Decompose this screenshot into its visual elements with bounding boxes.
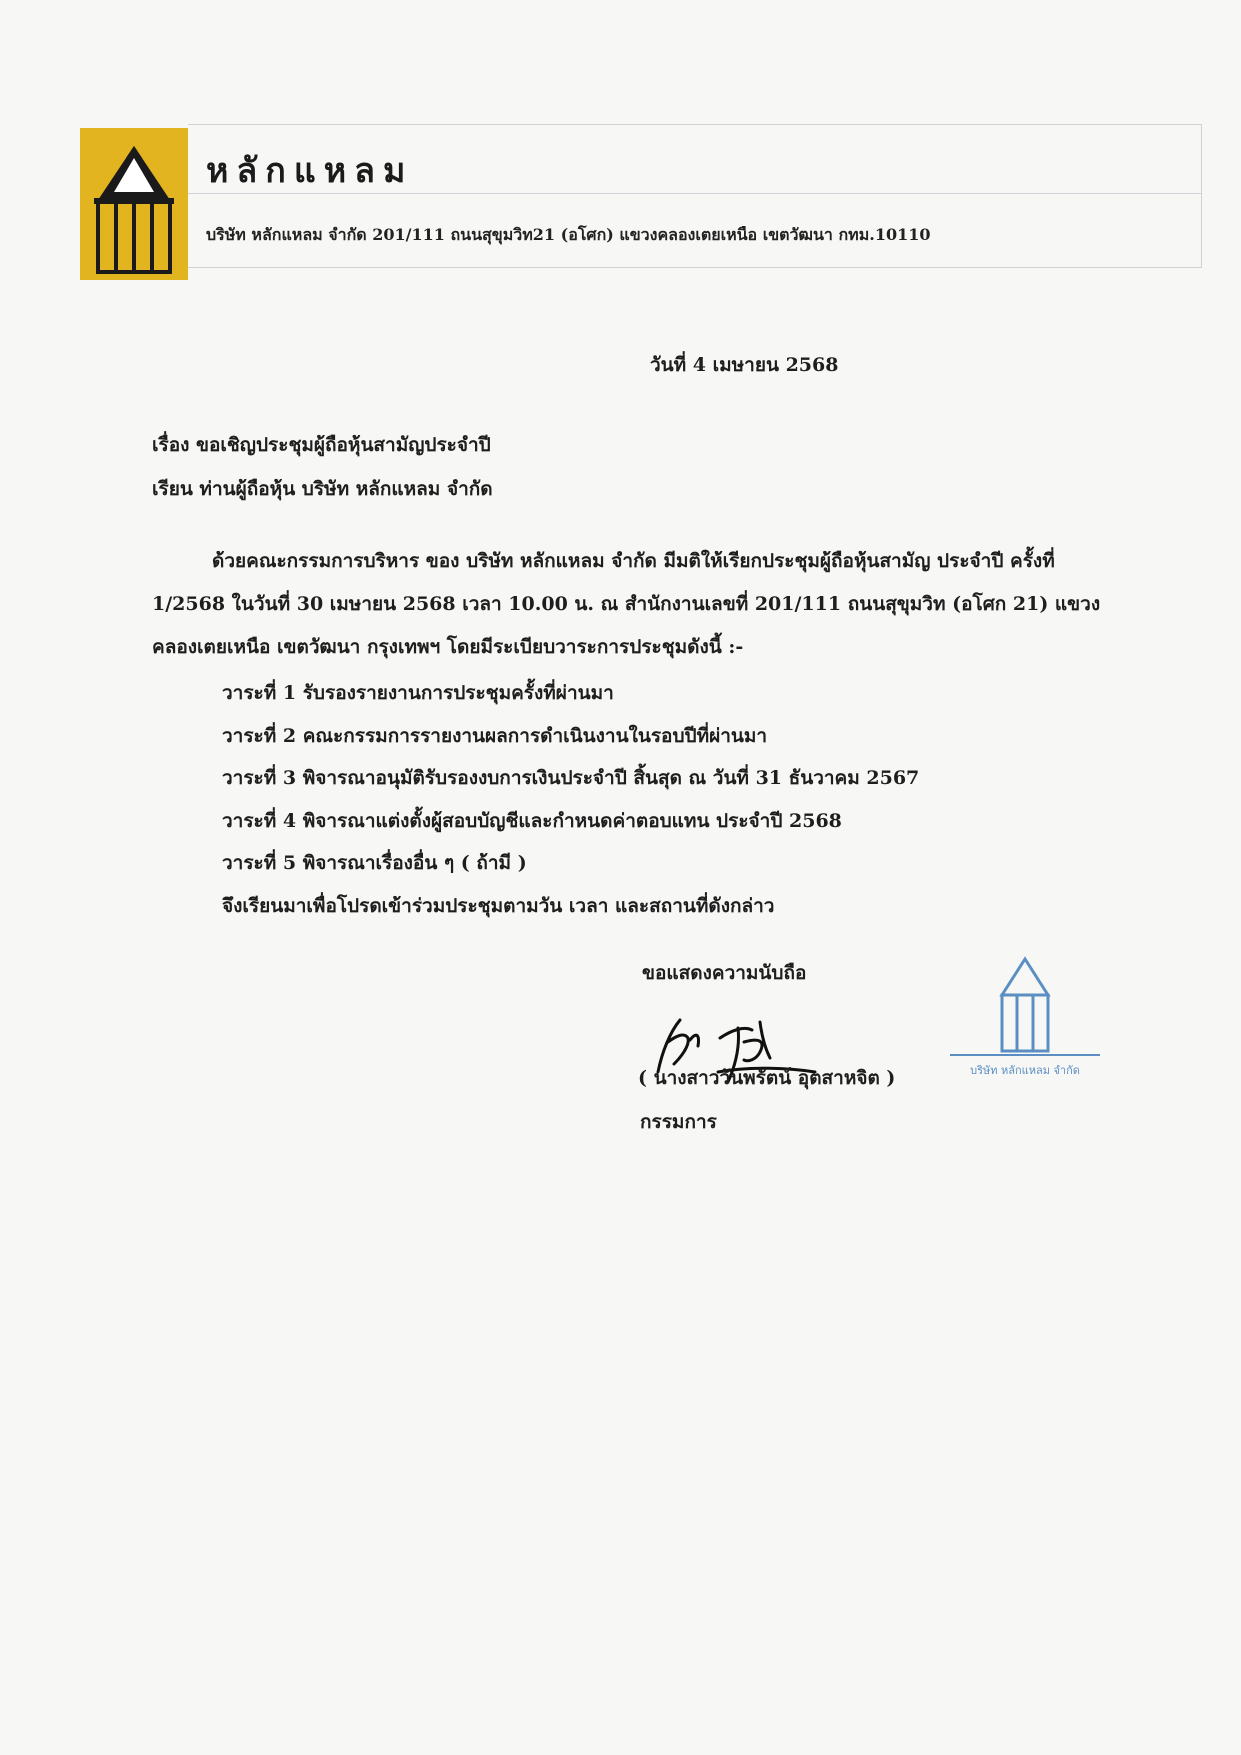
letter-subject: เรื่อง ขอเชิญประชุมผู้ถือหุ้นสามัญประจำปี	[152, 434, 491, 456]
company-name: หลักแหลม	[206, 151, 414, 191]
company-stamp	[950, 955, 1100, 1075]
letter-recipient: เรียน ท่านผู้ถือหุ้น บริษัท หลักแหลม จำกัด	[152, 478, 493, 500]
agenda-item-2: วาระที่ 2 คณะกรรมการรายงานผลการดำเนินงานในรอบปีที่ผ่านมา	[222, 724, 768, 747]
signer-title: กรรมการ	[640, 1111, 717, 1133]
company-address: บริษัท หลักแหลม จำกัด 201/111 ถนนสุขุมวิท21 (อโศก) แขวงคลองเตยเหนือ เขตวัฒนา กทม.10110	[206, 225, 931, 244]
stamp-text: บริษัท หลักแหลม จำกัด	[970, 1064, 1080, 1077]
agenda-list	[222, 672, 919, 927]
closing-salutation: ขอแสดงความนับถือ	[642, 962, 807, 984]
agenda-item-5: วาระที่ 5 พิจารณาเรื่องอื่น ๆ ( ถ้ามี )	[222, 852, 527, 874]
letter-body-text: ด้วยคณะกรรมการบริหาร ของ บริษัท หลักแหลม จำกัด มีมติให้เรียกประชุมผู้ถือหุ้นสามัญ ประจำปี ครั้งที่ 1/2568 ในวันที่ 30 เมษายน 2568 เวลา 10.00 น. ณ สำนักงานเลขที่ 201/111 ถนนสุขุมวิท (อโศก 21) แขวงคลองเตยเหนือ เขตวัฒนา กรุงเทพฯ โดยมีระเบียบวาระการประชุมดังนี้ :-	[152, 550, 1101, 658]
agenda-item-3: วาระที่ 3 พิจารณาอนุมัติรับรองงบการเงินประจำปี สิ้นสุด ณ วันที่ 31 ธันวาคม 2567	[222, 767, 920, 789]
pencil-logo-icon	[80, 128, 188, 280]
letter-date: วันที่ 4 เมษายน 2568	[650, 354, 839, 376]
agenda-item-1: วาระที่ 1 รับรองรายงานการประชุมครั้งที่ผ่านมา	[222, 682, 614, 704]
agenda-item-4: วาระที่ 4 พิจารณาแต่งตั้งผู้สอบบัญชีและกำหนดค่าตอบแทน ประจำปี 2568	[222, 809, 842, 832]
signer-name: ( นางสาววันพรัตน์ อุตสาหจิต )	[638, 1067, 896, 1089]
letter-body	[152, 540, 1112, 669]
closing-sentence: จึงเรียนมาเพื่อโปรดเข้าร่วมประชุมตามวัน เวลา และสถานที่ดังกล่าว	[222, 894, 775, 917]
letterhead-box	[188, 124, 1202, 268]
stamp-pencil-icon	[950, 955, 1100, 1059]
